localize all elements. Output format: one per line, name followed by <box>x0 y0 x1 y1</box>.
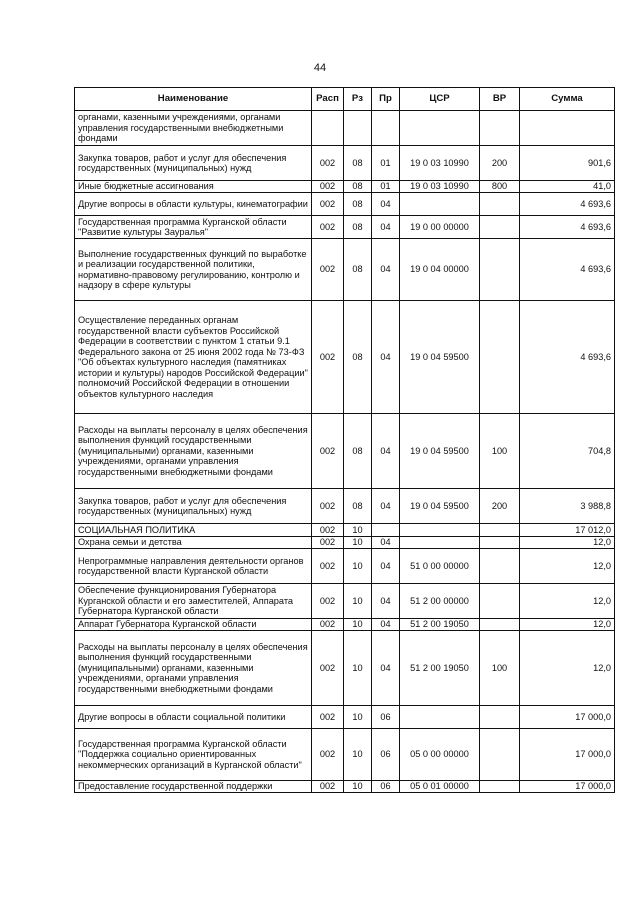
row-name: Закупка товаров, работ и услуг для обеспечения государственных (муниципальных) нужд <box>75 489 312 524</box>
row-vr: 200 <box>480 489 520 524</box>
table-row <box>75 301 615 414</box>
table-row <box>75 111 615 146</box>
row-pr: 04 <box>372 301 400 414</box>
row-rz <box>344 111 372 146</box>
table-row <box>75 584 615 619</box>
row-rasp: 002 <box>312 489 344 524</box>
row-vr <box>480 584 520 619</box>
row-csr: 19 0 00 00000 <box>400 216 480 239</box>
row-rz: 08 <box>344 489 372 524</box>
row-csr <box>400 706 480 729</box>
row-name: Выполнение государственных функций по выработке и реализации государственной политики, нормативно-правовому регулированию, контролю и надзору в сфере культуры <box>75 239 312 301</box>
header-sum: Сумма <box>520 88 615 111</box>
row-sum: 4 693,6 <box>520 301 615 414</box>
row-name: Обеспечение функционирования Губернатора Курганской области и его заместителей, Аппарата Губернатора Курганской области <box>75 584 312 619</box>
row-csr <box>400 193 480 216</box>
header-name: Наименование <box>75 88 312 111</box>
row-csr: 19 0 03 10990 <box>400 181 480 193</box>
row-vr <box>480 524 520 537</box>
row-pr: 06 <box>372 706 400 729</box>
row-pr: 06 <box>372 729 400 781</box>
row-pr <box>372 111 400 146</box>
table-body <box>75 111 615 793</box>
row-rasp: 002 <box>312 729 344 781</box>
row-csr <box>400 111 480 146</box>
row-name: Расходы на выплаты персоналу в целях обеспечения выполнения функций государственными (муниципальными) органами, казенными учреждениями, органами управления государственными внебюджетными фондами <box>75 414 312 489</box>
row-sum: 4 693,6 <box>520 193 615 216</box>
row-vr <box>480 619 520 631</box>
row-rz: 08 <box>344 414 372 489</box>
row-sum: 4 693,6 <box>520 239 615 301</box>
table-row <box>75 524 615 537</box>
row-pr: 01 <box>372 146 400 181</box>
table-row <box>75 729 615 781</box>
row-rz: 08 <box>344 216 372 239</box>
row-rasp: 002 <box>312 584 344 619</box>
row-vr <box>480 216 520 239</box>
row-sum: 12,0 <box>520 619 615 631</box>
row-sum: 3 988,8 <box>520 489 615 524</box>
row-sum <box>520 111 615 146</box>
row-rz: 08 <box>344 146 372 181</box>
row-csr: 51 2 00 00000 <box>400 584 480 619</box>
row-pr: 04 <box>372 549 400 584</box>
header-pr: Пр <box>372 88 400 111</box>
row-rasp: 002 <box>312 239 344 301</box>
row-sum: 12,0 <box>520 537 615 549</box>
row-rz: 08 <box>344 193 372 216</box>
budget-table <box>74 87 615 793</box>
row-pr: 01 <box>372 181 400 193</box>
row-vr: 200 <box>480 146 520 181</box>
table-row <box>75 631 615 706</box>
row-rasp: 002 <box>312 631 344 706</box>
row-rasp: 002 <box>312 181 344 193</box>
row-rasp: 002 <box>312 706 344 729</box>
row-vr <box>480 781 520 793</box>
row-pr: 04 <box>372 414 400 489</box>
row-rz: 08 <box>344 239 372 301</box>
row-csr: 19 0 04 59500 <box>400 489 480 524</box>
header-csr: ЦСР <box>400 88 480 111</box>
row-vr <box>480 706 520 729</box>
row-csr: 05 0 01 00000 <box>400 781 480 793</box>
row-name: Расходы на выплаты персоналу в целях обеспечения выполнения функций государственными (муниципальными) органами, казенными учреждениями, органами управления государственными внебюджетными фондами <box>75 631 312 706</box>
row-vr <box>480 193 520 216</box>
row-csr: 19 0 03 10990 <box>400 146 480 181</box>
row-vr <box>480 239 520 301</box>
row-rasp: 002 <box>312 781 344 793</box>
row-rz: 08 <box>344 301 372 414</box>
header-rasp: Расп <box>312 88 344 111</box>
row-csr: 51 0 00 00000 <box>400 549 480 584</box>
row-name: Другие вопросы в области культуры, кинематографии <box>75 193 312 216</box>
row-rasp: 002 <box>312 549 344 584</box>
row-vr <box>480 537 520 549</box>
row-rasp: 002 <box>312 193 344 216</box>
row-name: Осуществление переданных органам государственной власти субъектов Российской Федерации в соответствии с пунктом 1 статьи 9.1 Федерального закона от 25 июня 2002 года № 73-ФЗ "Об объектах культурного наследия (памятниках истории и культуры) народов Российской Федерации" полномочий Российской Федерации в отношении объектов культурного наследия <box>75 301 312 414</box>
row-csr: 19 0 04 59500 <box>400 414 480 489</box>
row-rz: 10 <box>344 549 372 584</box>
row-name: Непрограммные направления деятельности органов государственной власти Курганской области <box>75 549 312 584</box>
row-vr <box>480 111 520 146</box>
row-sum: 17 000,0 <box>520 729 615 781</box>
row-sum: 12,0 <box>520 584 615 619</box>
table-row <box>75 489 615 524</box>
row-sum: 17 000,0 <box>520 781 615 793</box>
row-rasp: 002 <box>312 537 344 549</box>
row-vr <box>480 301 520 414</box>
row-vr: 800 <box>480 181 520 193</box>
row-pr: 06 <box>372 781 400 793</box>
header-row <box>75 88 615 111</box>
row-pr: 04 <box>372 239 400 301</box>
row-rasp: 002 <box>312 216 344 239</box>
row-rasp: 002 <box>312 301 344 414</box>
row-pr: 04 <box>372 584 400 619</box>
row-pr: 04 <box>372 193 400 216</box>
table-row <box>75 239 615 301</box>
row-sum: 17 012,0 <box>520 524 615 537</box>
table-row <box>75 146 615 181</box>
row-sum: 12,0 <box>520 549 615 584</box>
row-csr <box>400 537 480 549</box>
row-name: Иные бюджетные ассигнования <box>75 181 312 193</box>
row-csr: 51 2 00 19050 <box>400 619 480 631</box>
row-rz: 10 <box>344 619 372 631</box>
row-csr: 19 0 04 59500 <box>400 301 480 414</box>
row-vr <box>480 549 520 584</box>
row-name: Государственная программа Курганской области "Развитие культуры Зауралья" <box>75 216 312 239</box>
row-pr: 04 <box>372 631 400 706</box>
table-row <box>75 181 615 193</box>
row-sum: 41,0 <box>520 181 615 193</box>
table-row <box>75 619 615 631</box>
row-rz: 08 <box>344 181 372 193</box>
row-rz: 10 <box>344 537 372 549</box>
table-row <box>75 216 615 239</box>
table-row <box>75 549 615 584</box>
row-sum: 4 693,6 <box>520 216 615 239</box>
row-name: СОЦИАЛЬНАЯ ПОЛИТИКА <box>75 524 312 537</box>
row-rz: 10 <box>344 706 372 729</box>
row-csr: 19 0 04 00000 <box>400 239 480 301</box>
row-rz: 10 <box>344 781 372 793</box>
table-row <box>75 193 615 216</box>
row-sum: 12,0 <box>520 631 615 706</box>
row-vr: 100 <box>480 414 520 489</box>
row-vr <box>480 729 520 781</box>
row-csr <box>400 524 480 537</box>
row-rz: 10 <box>344 524 372 537</box>
row-name: органами, казенными учреждениями, органами управления государственными внебюджетными фондами <box>75 111 312 146</box>
row-vr: 100 <box>480 631 520 706</box>
row-rasp: 002 <box>312 414 344 489</box>
row-name: Государственная программа Курганской области "Поддержка социально ориентированных некоммерческих организаций в Курганской области" <box>75 729 312 781</box>
row-csr: 51 2 00 19050 <box>400 631 480 706</box>
table-row <box>75 781 615 793</box>
row-pr: 04 <box>372 619 400 631</box>
row-pr <box>372 524 400 537</box>
row-rasp: 002 <box>312 146 344 181</box>
row-name: Предоставление государственной поддержки <box>75 781 312 793</box>
table-row <box>75 414 615 489</box>
row-rasp: 002 <box>312 524 344 537</box>
header-vr: ВР <box>480 88 520 111</box>
row-sum: 17 000,0 <box>520 706 615 729</box>
table-row <box>75 706 615 729</box>
row-rz: 10 <box>344 729 372 781</box>
page-number: 44 <box>313 62 327 74</box>
row-sum: 704,8 <box>520 414 615 489</box>
row-rz: 10 <box>344 631 372 706</box>
row-rasp: 002 <box>312 619 344 631</box>
row-rasp <box>312 111 344 146</box>
row-name: Охрана семьи и детства <box>75 537 312 549</box>
row-name: Закупка товаров, работ и услуг для обеспечения государственных (муниципальных) нужд <box>75 146 312 181</box>
row-pr: 04 <box>372 489 400 524</box>
row-pr: 04 <box>372 216 400 239</box>
header-rz: Рз <box>344 88 372 111</box>
row-rz: 10 <box>344 584 372 619</box>
row-name: Другие вопросы в области социальной политики <box>75 706 312 729</box>
row-csr: 05 0 00 00000 <box>400 729 480 781</box>
table-row <box>75 537 615 549</box>
row-sum: 901,6 <box>520 146 615 181</box>
row-pr: 04 <box>372 537 400 549</box>
row-name: Аппарат Губернатора Курганской области <box>75 619 312 631</box>
